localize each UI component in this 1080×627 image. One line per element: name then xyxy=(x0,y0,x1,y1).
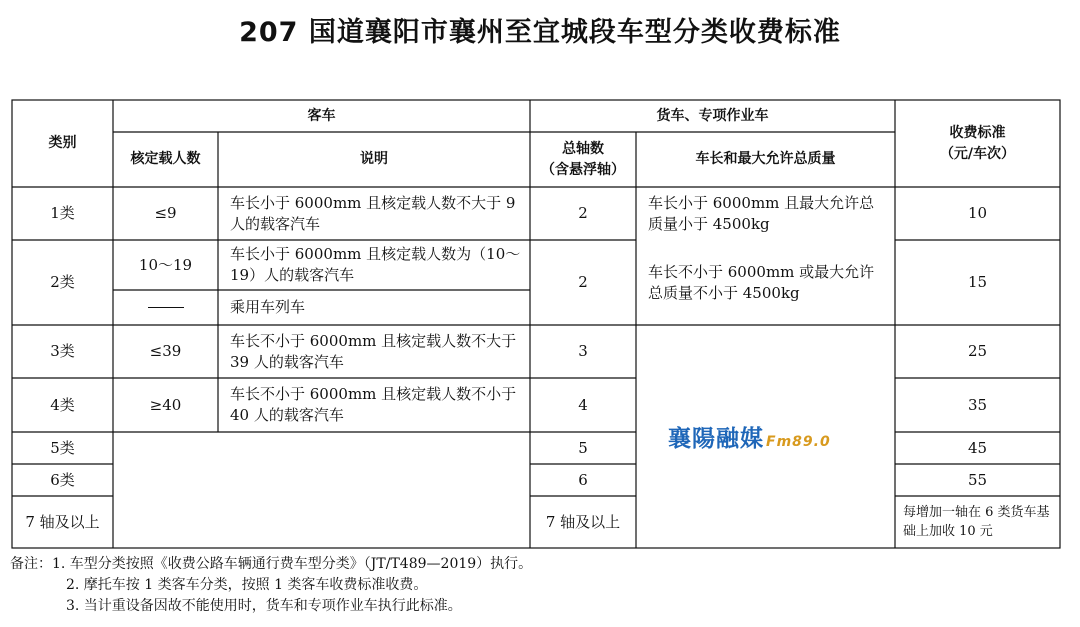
header-category: 类别 xyxy=(48,135,77,151)
row7-category: 7 轴及以上 xyxy=(25,512,100,531)
row3-fee: 25 xyxy=(967,342,988,360)
header-capacity: 核定载人数 xyxy=(130,151,201,167)
row7-axles: 7 轴及以上 xyxy=(545,512,621,531)
row2-category: 2类 xyxy=(50,273,75,291)
row4-description: 车长不小于 6000mm 且核定载人数不小于 40 人的载客汽车 xyxy=(230,385,517,424)
header-axles: 总轴数 （含悬浮轴） xyxy=(541,140,625,178)
row5-axles: 5 xyxy=(578,438,588,457)
row2-fee: 15 xyxy=(967,273,988,291)
note-2: 2. 摩托车按 1 类客车分类，按照 1 类客车收费标准收费。 xyxy=(66,577,428,593)
header-passenger: 客车 xyxy=(307,107,336,124)
row6-axles: 6 xyxy=(578,470,588,489)
row2-mass: 车长不小于 6000mm 或最大允许总质量不小于 4500kg xyxy=(648,262,875,302)
row2-capacity: 10～19 xyxy=(138,255,193,274)
row5-category: 5类 xyxy=(50,438,75,457)
watermark-frequency: Fm89.0 xyxy=(766,434,831,450)
row3-axles: 3 xyxy=(578,342,588,360)
row2-description: 车长小于 6000mm 且核定载人数为（10～19）人的载客汽车 xyxy=(230,245,521,284)
header-freight: 货车、专项作业车 xyxy=(656,107,769,124)
row3-category: 3类 xyxy=(50,342,75,360)
page-title: 207 国道襄阳市襄州至宜城段车型分类收费标准 xyxy=(239,17,841,48)
row4-category: 4类 xyxy=(50,395,75,414)
row3-capacity: ≤39 xyxy=(149,342,182,360)
row1-category: 1类 xyxy=(50,204,75,222)
row1-capacity: ≤9 xyxy=(154,204,177,222)
row1-fee: 10 xyxy=(967,204,988,222)
watermark-text: 襄陽融媒 xyxy=(668,426,764,452)
header-description: 说明 xyxy=(360,151,388,167)
row4-axles: 4 xyxy=(578,395,588,414)
row1-axles: 2 xyxy=(578,204,588,222)
row5-fee: 45 xyxy=(967,438,988,457)
row3-description: 车长不小于 6000mm 且核定载人数不大于 39 人的载客汽车 xyxy=(230,331,517,371)
row2-capacity-dash xyxy=(148,307,184,308)
row2-axles: 2 xyxy=(578,273,588,291)
row6-fee: 55 xyxy=(967,470,988,489)
row1-mass: 车长小于 6000mm 且最大允许总质量小于 4500kg xyxy=(648,193,875,233)
note-1: 备注：1. 车型分类按照《收费公路车辆通行费车型分类》（JT/T489—2019）执行。 xyxy=(10,556,533,572)
note-3: 3. 当计重设备因故不能使用时，货车和专项作业车执行此标准。 xyxy=(66,598,462,614)
watermark-logo xyxy=(668,420,831,453)
row6-category: 6类 xyxy=(50,470,75,489)
row1-description: 车长小于 6000mm 且核定载人数不大于 9 人的载客汽车 xyxy=(230,193,516,233)
row4-capacity: ≥40 xyxy=(149,395,182,414)
row7-fee: 每增加一轴在 6 类货车基础上加收 10 元 xyxy=(903,505,1050,539)
row2-description-2: 乘用车列车 xyxy=(230,298,306,316)
header-fee: 收费标准 （元/车次） xyxy=(939,124,1016,162)
header-mass: 车长和最大允许总质量 xyxy=(695,151,836,167)
row4-fee: 35 xyxy=(967,395,988,414)
